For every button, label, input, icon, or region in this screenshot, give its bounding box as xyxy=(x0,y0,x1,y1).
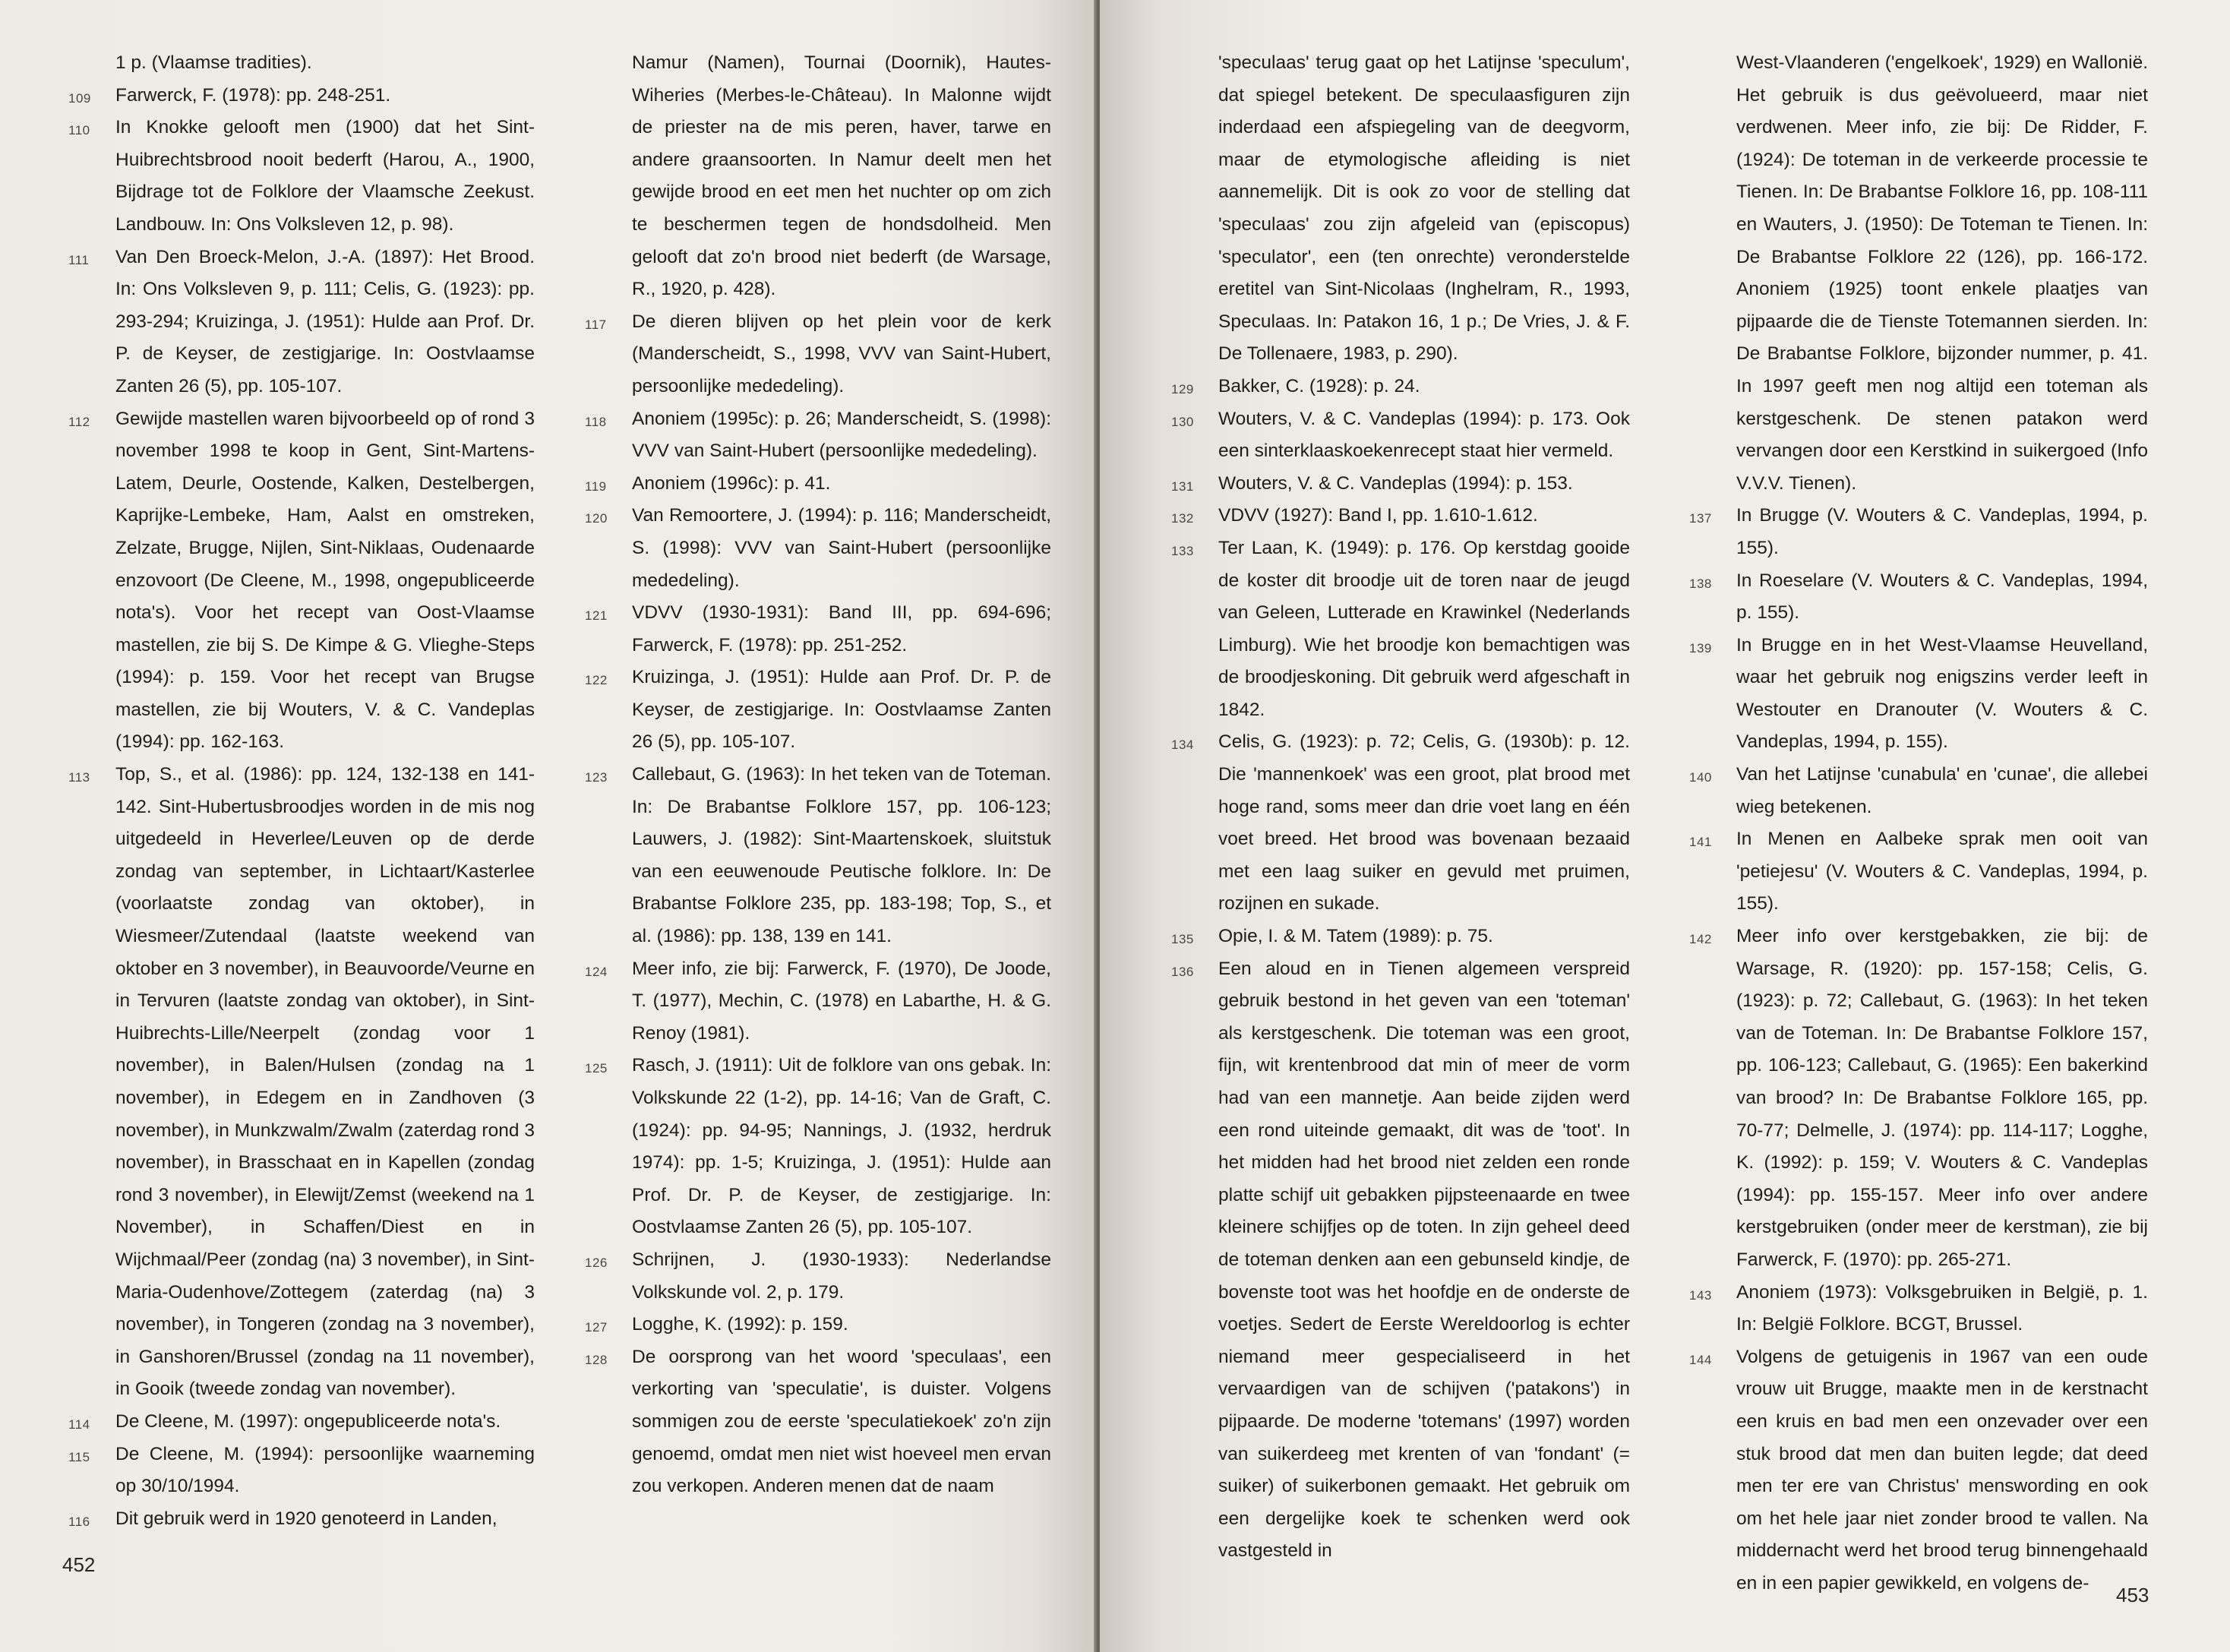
note-text: Callebaut, G. (1963): In het teken van de Toteman. In: De Brabantse Folklore 157, pp. 106-123; Lauwers, J. (1982): Sint-Maartenskoek, sluitstuk van een eeuwenoude Peutische folklore. In: De Brabantse Folklore 235, pp. 183-198; Top, S., et al. (1986): pp. 138, 139 en 141. xyxy=(632,764,1051,947)
note-text: Van Den Broeck-Melon, J.-A. (1897): Het Brood. In: Ons Volksleven 9, p. 111; Celis, G. (1923): pp. 293-294; Kruizinga, J. (1951): Hulde aan Prof. Dr. P. de Keyser, de zestigjarige. In: Oostvlaamse Zanten 26 (5), pp. 105-107. xyxy=(115,246,535,396)
endnote xyxy=(64,1406,535,1439)
endnote xyxy=(64,1503,535,1536)
endnote xyxy=(1167,953,1630,1568)
right-page xyxy=(1100,0,2230,1652)
note-text: VDVV (1927): Band I, pp. 1.610-1.612. xyxy=(1218,505,1538,526)
endnote xyxy=(64,759,535,1406)
note-number: 114 xyxy=(68,1417,90,1432)
endnote xyxy=(1685,1341,2148,1600)
note-text: Kruizinga, J. (1951): Hulde aan Prof. Dr. P. de Keyser, de zestigjarige. In: Oostvlaamse Zanten 26 (5), pp. 105-107. xyxy=(632,667,1051,753)
note-number: 118 xyxy=(585,414,607,429)
note-text: In Brugge en in het West-Vlaamse Heuvelland, waar het gebruik nog enigszins verder leeft in Westouter en Dranouter (V. Wouters & C. Vandeplas, 1994, p. 155). xyxy=(1736,634,2148,753)
note-text: De dieren blijven op het plein voor de kerk (Manderscheidt, S., 1998, VVV van Saint-Hubert, persoonlijke mededeling). xyxy=(632,311,1051,396)
endnote xyxy=(1167,500,1630,532)
endnote xyxy=(1685,565,2148,630)
endnote xyxy=(580,759,1051,953)
note-number: 119 xyxy=(585,479,607,494)
endnote xyxy=(1685,823,2148,921)
page-number-right: 453 xyxy=(2116,1584,2149,1606)
endnote xyxy=(580,1050,1051,1244)
endnote xyxy=(64,1439,535,1503)
endnote xyxy=(580,468,1051,501)
endnote xyxy=(580,662,1051,759)
note-number: 120 xyxy=(585,511,608,526)
note-number: 136 xyxy=(1171,964,1194,979)
endnote xyxy=(64,242,535,403)
page-number-left: 452 xyxy=(62,1553,96,1576)
note-text: De Cleene, M. (1997): ongepubliceerde nota's. xyxy=(115,1410,501,1432)
note-number: 133 xyxy=(1171,543,1194,558)
note-text: West-Vlaanderen ('engelkoek', 1929) en Wallonië. Het gebruik is dus geëvolueerd, maar niet verdwenen. Meer info, zie bij: De Ridder, F. (1924): De toteman in de verkeerde processie te Tienen. In: De Brabantse Folklore 16, pp. 108-111 en Wauters, J. (1950): De Toteman te Tienen. In: De Brabantse Folklore 22 (126), pp. 166-172. Anoniem (1925) toont enkele plaatjes van pijpaarde die de Tienste Totemannen sierden. In: De Brabantse Folklore, bijzonder nummer, p. 41. In 1997 geeft men nog altijd een toteman als kerstgeschenk. De stenen patakon werd vervangen door een Kerstkind in suikergoed (Info V.V.V. Tienen). xyxy=(1736,52,2148,494)
note-number: 115 xyxy=(68,1449,90,1464)
note-text: Van Remoortere, J. (1994): p. 116; Manderscheidt, S. (1998): VVV van Saint-Hubert (persoonlijke mededeling). xyxy=(632,505,1051,591)
note-text: Schrijnen, J. (1930-1933): Nederlandse Volkskunde vol. 2, p. 179. xyxy=(632,1249,1051,1303)
note-number: 132 xyxy=(1171,511,1194,526)
note-text: Anoniem (1996c): p. 41. xyxy=(632,472,831,494)
note-text: Wouters, V. & C. Vandeplas (1994): p. 173. Ook een sinterklaaskoekenrecept staat hier vermeld. xyxy=(1218,408,1630,462)
note-number: 127 xyxy=(585,1320,608,1335)
note-number: 131 xyxy=(1171,479,1194,494)
endnote xyxy=(1685,759,2148,823)
note-number: 130 xyxy=(1171,414,1194,429)
endnote xyxy=(64,80,535,112)
endnote xyxy=(580,403,1051,468)
note-number: 141 xyxy=(1689,835,1712,850)
note-number: 112 xyxy=(68,414,90,429)
note-text: Meer info over kerstgebakken, zie bij: de Warsage, R. (1920): pp. 157-158; Celis, G. (1923): p. 72; Callebaut, G. (1963): In het teken van de Toteman. In: De Brabantse Folklore 157, pp. 106-123; Callebaut, G. (1965): Een bakerkind van brood? In: De Brabantse Folklore 165, pp. 70-77; Delmelle, J. (1974): pp. 114-117; Logghe, K. (1992): p. 159; V. Wouters & C. Vandeplas (1994): pp. 155-157. Meer info over andere kerstgebruiken (onder meer de kerstman), zie bij Farwerck, F. (1970): pp. 265-271. xyxy=(1736,926,2148,1270)
note-text: Wouters, V. & C. Vandeplas (1994): p. 153. xyxy=(1218,472,1573,494)
note-text: VDVV (1930-1931): Band III, pp. 694-696; Farwerck, F. (1978): pp. 251-252. xyxy=(632,602,1051,655)
endnote xyxy=(64,47,535,80)
endnote xyxy=(580,1244,1051,1309)
note-text: Namur (Namen), Tournai (Doornik), Hautes-Wiheries (Merbes-le-Château). In Malonne wijdt de priester na de mis peren, haver, tarwe en andere graansoorten. In Namur deelt men het gewijde brood en eet men het nuchter op om zich te beschermen tegen de hondsdolheid. Men gelooft dat zo'n brood niet bederft (de Warsage, R., 1920, p. 428). xyxy=(632,52,1051,300)
note-number: 125 xyxy=(585,1061,608,1076)
notes-column-1 xyxy=(64,47,535,1535)
endnote xyxy=(1685,921,2148,1277)
endnote xyxy=(1685,500,2148,564)
note-number: 137 xyxy=(1689,511,1712,526)
note-text: De oorsprong van het woord 'speculaas', een verkorting van 'speculatie', is duister. Volgens sommigen zou de eerste 'speculatiekoek' zo'n zijn genoemd, omdat men niet wist hoeveel men ervan zou verkopen. Anderen menen dat de naam xyxy=(632,1346,1051,1497)
note-number: 140 xyxy=(1689,770,1712,785)
endnote xyxy=(64,112,535,241)
endnote xyxy=(1167,403,1630,468)
note-number: 139 xyxy=(1689,640,1712,655)
endnote xyxy=(1167,468,1630,501)
endnote xyxy=(1167,532,1630,727)
notes-column-2 xyxy=(580,47,1051,1503)
note-number: 123 xyxy=(585,770,608,785)
note-number: 126 xyxy=(585,1255,608,1270)
note-number: 113 xyxy=(68,770,90,785)
note-number: 134 xyxy=(1171,738,1194,753)
note-number: 110 xyxy=(68,123,90,138)
note-number: 109 xyxy=(68,90,91,106)
note-number: 128 xyxy=(585,1352,608,1367)
endnote xyxy=(580,306,1051,403)
note-text: Top, S., et al. (1986): pp. 124, 132-138 en 141-142. Sint-Hubertusbroodjes worden in de mis nog uitgedeeld in Heverlee/Leuven op de derde zondag van september, in Lichtaart/Kasterlee (voorlaatste zondag van oktober), in Wiesmeer/Zutendaal (laatste weekend van oktober en 3 november), in Beauvoorde/Veurne en in Tervuren (laatste zondag van oktober), in Sint-Huibrechts-Lille/Neerpelt (zondag voor 1 november), in Balen/Hulsen (zondag na 1 november), in Edegem en in Zandhoven (3 november), in Munkzwalm/Zwalm (zaterdag rond 3 november), in Brasschaat en in Kapellen (zondag rond 3 november), in Elewijt/Zemst (weekend na 1 November), in Schaffen/Diest en in Wijchmaal/Peer (zondag (na) 3 november), in Sint-Maria-Oudenhove/Zottegem (zaterdag (na) 3 november), in Tongeren (zondag na 3 november), in Ganshoren/Brussel (zondag na 11 november), in Gooik (tweede zondag van november). xyxy=(115,764,535,1400)
endnote xyxy=(580,953,1051,1050)
note-number: 138 xyxy=(1689,576,1712,591)
endnote xyxy=(580,597,1051,662)
note-text: 1 p. (Vlaamse tradities). xyxy=(115,52,312,73)
left-page xyxy=(0,0,1097,1652)
endnote xyxy=(1167,921,1630,953)
note-text: Ter Laan, K. (1949): p. 176. Op kerstdag gooide de koster dit broodje uit de toren naar de jeugd van Geleen, Lutterade en Krawinkel (Nederlands Limburg). Wie het broodje kon bemachtigen was de broodjeskoning. Dit gebruik werd afgeschaft in 1842. xyxy=(1218,537,1630,720)
note-text: De Cleene, M. (1994): persoonlijke waarneming op 30/10/1994. xyxy=(115,1443,535,1497)
note-text: Farwerck, F. (1978): pp. 248-251. xyxy=(115,84,391,106)
note-text: In Roeselare (V. Wouters & C. Vandeplas, 1994, p. 155). xyxy=(1736,570,2148,624)
endnote xyxy=(1167,371,1630,403)
note-text: In Knokke gelooft men (1900) dat het Sint-Huibrechtsbrood nooit bederft (Harou, A., 1900, Bijdrage tot de Folklore der Vlaamsche Zeekust. Landbouw. In: Ons Volksleven 12, p. 98). xyxy=(115,117,535,235)
endnote xyxy=(1685,1277,2148,1341)
endnote xyxy=(1167,726,1630,921)
note-text: Anoniem (1995c): p. 26; Manderscheidt, S. (1998): VVV van Saint-Hubert (persoonlijke mededeling). xyxy=(632,408,1051,462)
note-text: Van het Latijnse 'cunabula' en 'cunae', die allebei wieg betekenen. xyxy=(1736,764,2148,817)
note-text: Dit gebruik werd in 1920 genoteerd in Landen, xyxy=(115,1508,497,1529)
note-text: Logghe, K. (1992): p. 159. xyxy=(632,1314,848,1335)
endnote xyxy=(1685,630,2148,759)
note-number: 116 xyxy=(68,1514,90,1529)
note-text: Een aloud en in Tienen algemeen verspreid gebruik bestond in het geven van een 'toteman' als kerstgeschenk. Die toteman was een groot, fijn, wit krentenbrood dat min of meer de vorm had van een mannetje. Aan beide zijden werd een rond uiteinde gemaakt, dit was de 'toot'. In het midden had het brood niet zelden een ronde platte schijf uit gebakken pijpsteenaarde en twee kleinere schijfjes op de toten. In zijn geheel deed de toteman denken aan een gebunseld kindje, de bovenste toot was het hoofdje en de onderste de voetjes. Sedert de Eerste Wereldoorlog is echter niemand meer gespecialiseerd in het vervaardigen van de schijven ('patakons') in pijpaarde. De moderne 'totemans' (1997) worden van suikerdeeg met krenten of van 'fondant' (= suiker) of suikerbonen gemaakt. Het gebruik om een dergelijke koek te schenken werd ook vastgesteld in xyxy=(1218,958,1630,1562)
endnote xyxy=(580,1309,1051,1341)
note-text: Volgens de getuigenis in 1967 van een oude vrouw uit Brugge, maakte men in de kerstnacht een kruis en bad men een onzevader over een stuk brood dat men dan buiten legde; dat deed men ter ere van Christus' menswording en ook om het hele jaar niet zonder brood te vallen. Na middernacht werd het brood terug binnengehaald en in een papier gewikkeld, en volgens de- xyxy=(1736,1346,2148,1594)
notes-column-3 xyxy=(1167,47,1630,1568)
note-text: Gewijde mastellen waren bijvoorbeeld op of rond 3 november 1998 te koop in Gent, Sint-Martens-Latem, Deurle, Oostende, Kalken, Destelbergen, Kaprijke-Lembeke, Ham, Aalst en omstreken, Zelzate, Brugge, Nijlen, Sint-Niklaas, Oudenaarde enzovoort (De Cleene, M., 1998, ongepubliceerde nota's). Voor het recept van Oost-Vlaamse mastellen, zie bij S. De Kimpe & G. Vlieghe-Steps (1994): p. 159. Voor het recept van Brugse mastellen, zie bij Wouters, V. & C. Vandeplas (1994): pp. 162-163. xyxy=(115,408,535,753)
endnote xyxy=(1685,47,2148,500)
note-number: 143 xyxy=(1689,1287,1712,1303)
note-number: 124 xyxy=(585,964,608,979)
note-number: 144 xyxy=(1689,1352,1712,1367)
note-number: 117 xyxy=(585,317,607,332)
endnote xyxy=(1167,47,1630,371)
endnote xyxy=(580,1341,1051,1503)
note-text: Rasch, J. (1911): Uit de folklore van ons gebak. In: Volkskunde 22 (1-2), pp. 14-16; Van de Graft, C. (1924): pp. 94-95; Nannings, J. (1932, herdruk 1974): pp. 1-5; Kruizinga, J. (1951): Hulde aan Prof. Dr. P. de Keyser, de zestigjarige. In: Oostvlaamse Zanten 26 (5), pp. 105-107. xyxy=(632,1055,1051,1238)
note-text: Bakker, C. (1928): p. 24. xyxy=(1218,375,1420,396)
endnote xyxy=(580,47,1051,306)
note-number: 111 xyxy=(68,252,90,267)
note-number: 122 xyxy=(585,673,608,688)
note-text: Celis, G. (1923): p. 72; Celis, G. (1930b): p. 12. Die 'mannenkoek' was een groot, plat brood met hoge rand, soms meer dan drie voet lang en één voet breed. Het brood was bovenaan bezaaid met een laag suiker en gevuld met pruimen, rozijnen en sukade. xyxy=(1218,731,1630,914)
note-text: In Menen en Aalbeke sprak men ooit van 'petiejesu' (V. Wouters & C. Vandeplas, 1994, p. 155). xyxy=(1736,829,2148,914)
note-text: 'speculaas' terug gaat op het Latijnse 'speculum', dat spiegel betekent. De speculaasfiguren zijn inderdaad een afspiegeling van de deegvorm, maar de etymologische afleiding is niet aannemelijk. Dit is ook zo voor de stelling dat 'speculaas' zou zijn afgeleid van (episcopus) 'speculator', een (ten onrechte) veronderstelde eretitel van Sint-Nicolaas (Inghelram, R., 1993, Speculaas. In: Patakon 16, 1 p.; De Vries, J. & F. De Tollenaere, 1983, p. 290). xyxy=(1218,52,1630,365)
note-text: In Brugge (V. Wouters & C. Vandeplas, 1994, p. 155). xyxy=(1736,505,2148,558)
endnote xyxy=(64,403,535,760)
notes-column-4 xyxy=(1685,47,2148,1600)
note-number: 135 xyxy=(1171,932,1194,947)
note-text: Meer info, zie bij: Farwerck, F. (1970), De Joode, T. (1977), Mechin, C. (1978) en Labarthe, H. & G. Renoy (1981). xyxy=(632,958,1051,1044)
note-text: Opie, I. & M. Tatem (1989): p. 75. xyxy=(1218,926,1493,947)
note-number: 142 xyxy=(1689,932,1712,947)
note-number: 129 xyxy=(1171,381,1194,396)
note-number: 121 xyxy=(585,608,608,624)
note-text: Anoniem (1973): Volksgebruiken in België, p. 1. In: België Folklore. BCGT, Brussel. xyxy=(1736,1281,2148,1335)
endnote xyxy=(580,500,1051,597)
